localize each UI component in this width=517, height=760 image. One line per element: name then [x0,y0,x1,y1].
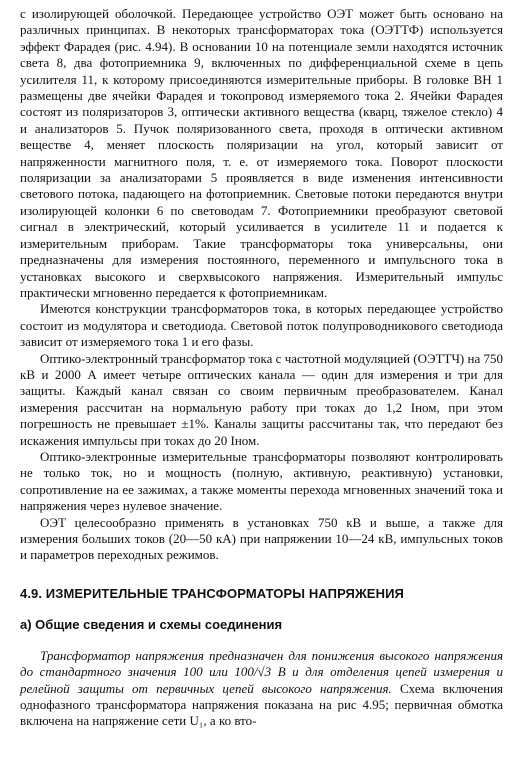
section-heading: 4.9. ИЗМЕРИТЕЛЬНЫЕ ТРАНСФОРМАТОРЫ НАПРЯЖЕНИЯ [20,585,404,601]
paragraph-power-monitoring: Оптико-электронные измерительные трансформаторы позволяют контролировать не только ток, но и мощность (полную, активную, реактивную) установки, сопротивление на ее зажимах, а также моменты перехода мгновенных значений тока и напряжения через нулевое значение. [20,448,503,514]
definition-italic: Трансформатор напряжения предназначен для понижения высокого напряжения до стандартного значения 100 или 100/√3 В и для отделения цепей измерения и релейной защиты от первичных цепей высокого напряжения. [20,647,503,696]
paragraph-faraday-principle: с изолирующей оболочкой. Передающее устройство ОЭТ может быть основано на различных принципах. В некоторых трансформаторах тока (ОЭТТФ) используется эффект Фарадея (рис. 4.94). В основании 10 на потенциале земли находятся источник света 8, два фотоприемника 9, включенных по дифференциальной схеме в цепь усилителя 11, к которому присоединяются измерительные приборы. В головке ВН 1 размещены две ячейки Фарадея и токопровод измеряемого тока 2. Ячейки Фарадея состоят из поляризаторов 3, оптически активного вещества (кварц, тяжелое стекло) 4 и анализаторов 5. Пучок поляризованного света, проходя в оптически активном веществе 4, меняет плоскость поляризации на угол, который зависит от напряженности магнитного поля, т. е. от измеряемого тока. Поворот плоскости поляризации за анализаторами 5 проявляется в виде изменения интенсивности светового потока, падающего на фотоприемник. Световые потоки передаются внутри изолирующей колонки 6 по световодам 7. Фотоприемники преобразуют световой сигнал в электрический, который усиливается в усилителе 11 и подается к измерительным приборам. Такие трансформаторы тока универсальны, они предназначены для измерения постоянного, переменного и импульсного тока в установках высокого и сверхвысокого напряжения. Измерительный импульс практически мгновенно передается к фотоприемникам. [20,6,503,300]
paragraph-application: ОЭТ целесообразно применять в установках 750 кВ и выше, а также для измерения больших токов (20—50 кА) при напряжении 10—24 кВ, импульсных токов и параметров переходных режимов. [20,514,503,563]
paragraph-voltage-transformer-intro [20,648,503,730]
paragraph-modulator-led: Имеются конструкции трансформаторов тока, в которых передающее устройство состоит из модулятора и светодиода. Световой поток полупроводникового светодиода зависит от измеряемого тока 1 и его фазы. [20,301,503,350]
paragraph-frequency-modulation: Оптико-электронный трансформатор тока с частотной модуляцией (ОЭТТЧ) на 750 кВ и 2000 А имеет четыре оптических канала — один для измерения и три для защиты. Каждый канал связан со своим первичным преобразователем. Канал измерения рассчитан на нормальную работу при токах до 1,2 Iном, при этом погрешность не превышает ±1%. Каналы защиты рассчитаны так, что передают без искажения импульсы при токах до 20 Iном. [20,350,503,448]
subsection-heading: а) Общие сведения и схемы соединения [20,616,283,632]
definition-continuation: Схема включения однофазного трансформатора напряжения показана на рис 4.95; первичная обмотка включена на напряжение сети U₁, а ко вто- [20,680,503,729]
